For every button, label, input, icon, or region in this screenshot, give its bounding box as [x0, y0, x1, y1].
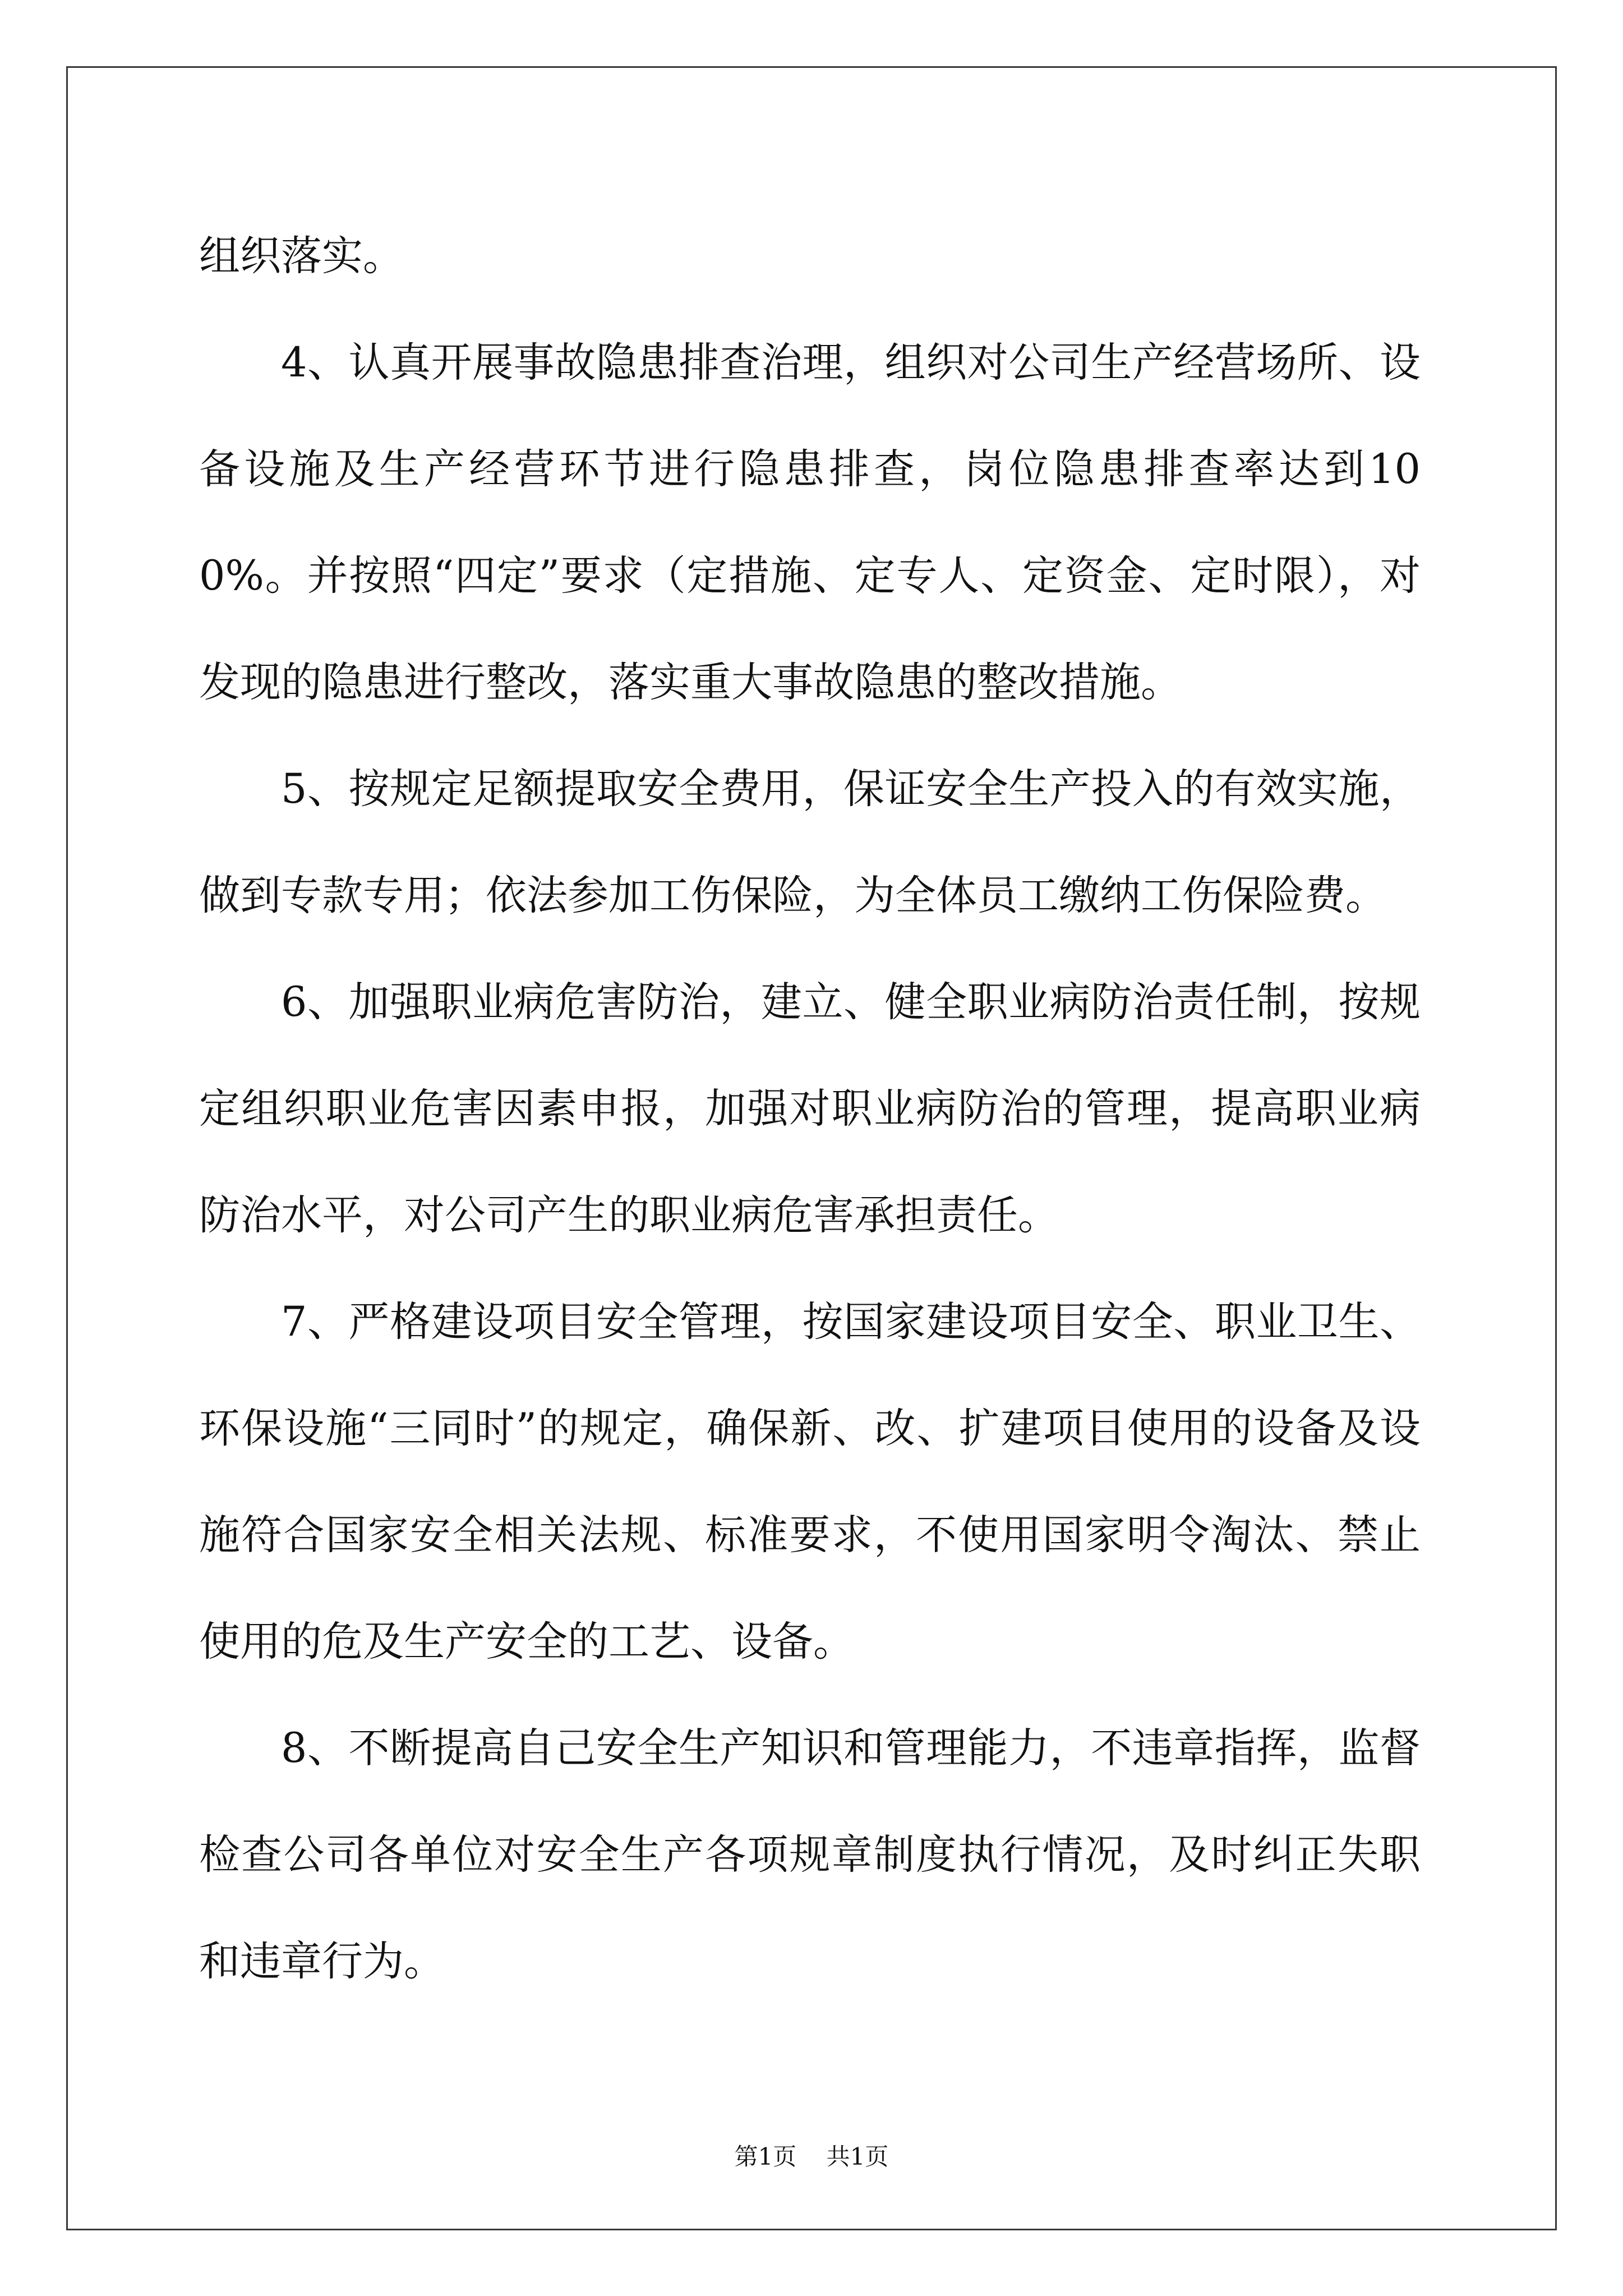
paragraph-item-7: 7、严格建设项目安全管理，按国家建设项目安全、职业卫生、环保设施“三同时”的规定，确保新、改、扩建项目使用的设备及设施符合国家安全相关法规、标准要求，不使用国家明令淘汰、禁止使用的危及生产安全的工艺、设备。: [199, 1298, 1421, 1665]
paragraph-continuation: 组织落实。: [199, 232, 404, 280]
paragraph-item-8: 8、不断提高自己安全生产知识和管理能力，不违章指挥，监督检查公司各单位对安全生产各项规章制度执行情况，及时纠正失职和违章行为。: [199, 1724, 1421, 1985]
page-total: 共1页: [826, 2143, 889, 2170]
paragraph-item-5: 5、按规定足额提取安全费用，保证安全生产投入的有效实施，做到专款专用；依法参加工伤保险，为全体员工缴纳工伤保险费。: [199, 765, 1421, 919]
document-body: [199, 203, 1421, 2015]
paragraph-item-6: 6、加强职业病危害防治，建立、健全职业病防治责任制，按规定组织职业危害因素申报，加强对职业病防治的管理，提高职业病防治水平，对公司产生的职业病危害承担责任。: [199, 978, 1421, 1239]
page-footer: [0, 2138, 1623, 2172]
paragraph-item-4: 4、认真开展事故隐患排查治理，组织对公司生产经营场所、设备设施及生产经营环节进行隐患排查，岗位隐患排查率达到100%。并按照“四定”要求（定措施、定专人、定资金、定时限），对发现的隐患进行整改，落实重大事故隐患的整改措施。: [199, 339, 1421, 706]
page-number: 第1页: [734, 2143, 797, 2170]
